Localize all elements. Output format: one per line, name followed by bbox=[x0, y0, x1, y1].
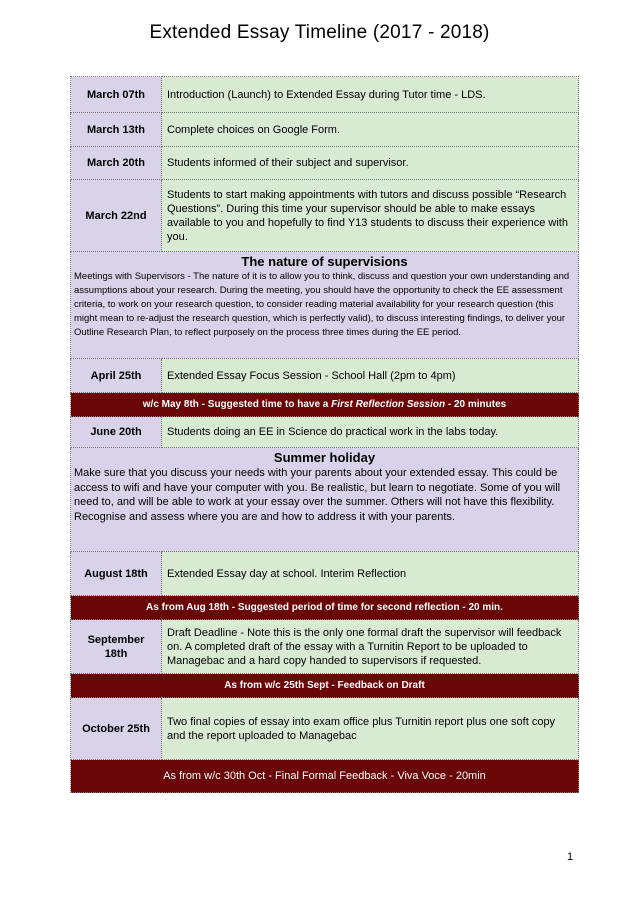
date-cell: March 20th bbox=[71, 147, 162, 180]
page-number: 1 bbox=[567, 851, 574, 863]
section-heading: Summer holiday bbox=[273, 450, 376, 465]
date-cell bbox=[71, 620, 162, 674]
first-reflection-banner bbox=[71, 393, 579, 417]
date-cell: March 13th bbox=[71, 113, 162, 147]
banner-emphasis: First Reflection Session bbox=[331, 398, 446, 410]
draft-feedback-banner: As from w/c 25th Sept - Feedback on Draft bbox=[71, 674, 579, 698]
section-heading: The nature of supervisions bbox=[241, 254, 408, 269]
description-cell: Extended Essay Focus Session - School Hall (2pm to 4pm) bbox=[162, 359, 579, 393]
table-row bbox=[71, 698, 579, 760]
section-row bbox=[71, 448, 579, 552]
second-reflection-banner: As from Aug 18th - Suggested period of time for second reflection - 20 min. bbox=[71, 596, 579, 620]
section-row bbox=[71, 252, 579, 359]
document-title: Extended Essay Timeline (2017 - 2018) bbox=[149, 22, 490, 43]
date-cell: March 22nd bbox=[71, 180, 162, 252]
description-cell: Students doing an EE in Science do practical work in the labs today. bbox=[162, 417, 579, 448]
table-row bbox=[71, 147, 579, 180]
banner-row bbox=[71, 760, 579, 793]
description-cell: Complete choices on Google Form. bbox=[162, 113, 579, 147]
description-cell: Extended Essay day at school. Interim Reflection bbox=[162, 552, 579, 596]
banner-row bbox=[71, 674, 579, 698]
banner-text: w/c May 8th - Suggested time to have a bbox=[142, 398, 332, 410]
banner-row bbox=[71, 596, 579, 620]
table-row bbox=[71, 620, 579, 674]
description-cell: Draft Deadline - Note this is the only one formal draft the supervisor will feedback on. A completed draft of the essay with a Turnitin Report to be uploaded to Managebac and a hard copy handed to supervisors if requested. bbox=[162, 620, 579, 674]
date-cell: April 25th bbox=[71, 359, 162, 393]
final-feedback-banner: As from w/c 30th Oct - Final Formal Feedback - Viva Voce - 20min bbox=[71, 760, 579, 793]
table-row bbox=[71, 417, 579, 448]
banner-row bbox=[71, 393, 579, 417]
date-cell: October 25th bbox=[71, 698, 162, 760]
date-cell: June 20th bbox=[71, 417, 162, 448]
description-cell: Introduction (Launch) to Extended Essay during Tutor time - LDS. bbox=[162, 77, 579, 113]
date-cell: August 18th bbox=[71, 552, 162, 596]
date-line: September bbox=[87, 633, 145, 646]
section-text: Meetings with Supervisors - The nature of it is to allow you to think, discuss and question your own understanding and assumptions about your research. During the meeting, you should have the opportunity to check the EE assessment criteria, to work on your research question, to consider reading material availability for your research question (this might mean to re-adjust the research question, which is perfectly valid), to discuss interesting findings, to deliver your Outline Research Plan, to reflect purposely on the process three times during the EE period. bbox=[74, 271, 570, 338]
supervisions-section bbox=[71, 252, 579, 359]
description-cell: Two final copies of essay into exam office plus Turnitin report plus one soft copy and the report uploaded to Managebac bbox=[162, 698, 579, 760]
table-row bbox=[71, 359, 579, 393]
description-cell: Students informed of their subject and supervisor. bbox=[162, 147, 579, 180]
table-row bbox=[71, 77, 579, 113]
summer-section bbox=[71, 448, 579, 552]
table-row bbox=[71, 552, 579, 596]
banner-text: - 20 minutes bbox=[445, 398, 507, 410]
timeline-table bbox=[70, 76, 579, 793]
section-text: Make sure that you discuss your needs with your parents about your extended essay. This could be access to wifi and have your computer with you. Be realistic, but learn to negotiate. Some of you will need to, and will be able to work at your essay over the summer. Others will not have this flexibility. Recognise and assess where you are and how to address it with your parents. bbox=[74, 467, 561, 523]
date-line: 18th bbox=[104, 647, 128, 660]
date-cell: March 07th bbox=[71, 77, 162, 113]
table-row bbox=[71, 113, 579, 147]
description-cell: Students to start making appointments with tutors and discuss possible “Research Questions”. During this time your supervisor should be able to make essays available to you and hopefully to find Y13 students to discuss their experience with you. bbox=[162, 180, 579, 252]
table-row bbox=[71, 180, 579, 252]
